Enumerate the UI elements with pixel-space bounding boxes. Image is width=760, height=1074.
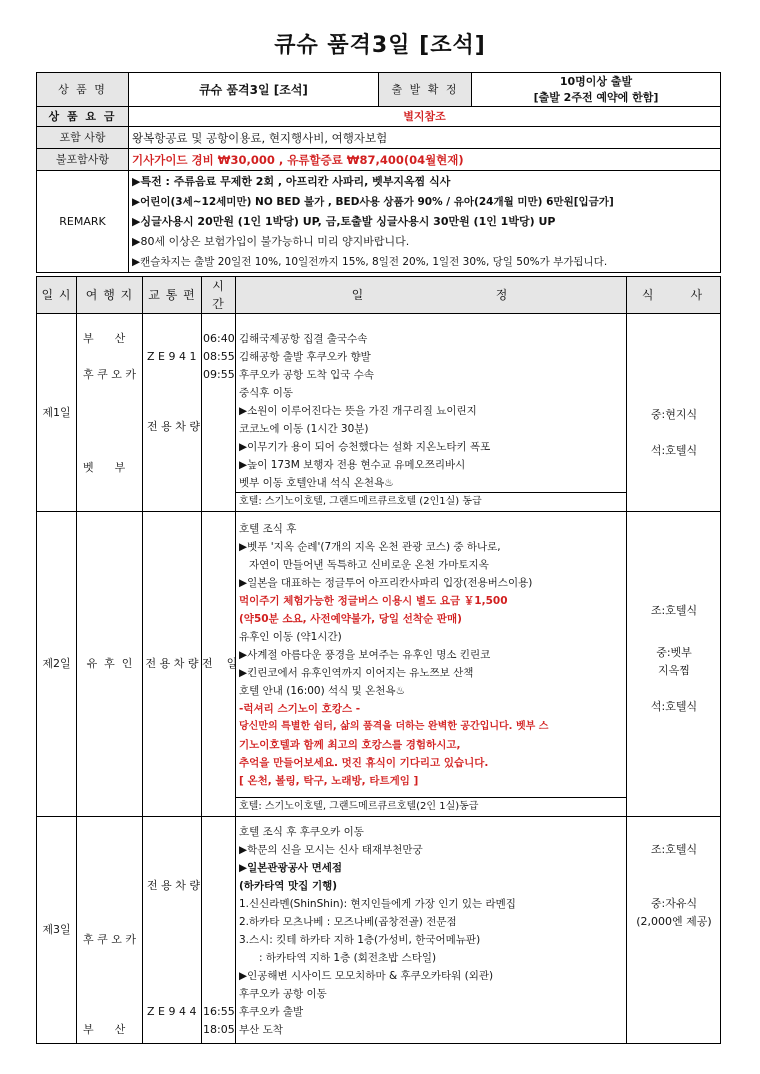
- schedule-line: 2.하카타 모츠나베 : 모즈나베(곱창전골) 전문점: [239, 916, 457, 928]
- meal: 중:현지식: [650, 408, 698, 421]
- schedule-line: ▶높이 173M 보행자 전용 현수교 유메오쯔리바시: [239, 459, 466, 471]
- remark-item: ▶캔슬차지는 출발 20일전 10%, 10일전까지 15%, 8일전 20%, 1일전 30%, 당일 50%가 부가됩니다.: [132, 255, 608, 268]
- include-value: 왕복항공료 및 공항이용료, 현지행사비, 여행자보험: [129, 127, 721, 149]
- time-cell: [202, 314, 236, 512]
- remark-item: ▶80세 이상은 보험가입이 불가능하니 미리 양지바랍니다.: [132, 234, 410, 248]
- schedule-line: (약50분 소요, 사전예약불가, 당일 선착순 판매): [239, 613, 462, 625]
- schedule-line: 후쿠오카 공항 도착 입국 수속: [239, 369, 375, 381]
- schedule-cell: [236, 512, 627, 817]
- meal: 조:호텔식: [650, 843, 698, 856]
- page-title: 큐슈 품격3일 [조석]: [274, 33, 486, 58]
- meal: 지옥찜: [658, 664, 690, 677]
- schedule-line: ▶사계절 아름다운 풍경을 보여주는 유후인 명소 킨린코: [239, 649, 491, 661]
- exclude-value: 기사가이드 경비 ₩30,000 , 유류할증료 ₩87,400(04월현재): [129, 149, 721, 171]
- header-date: 일 시: [37, 277, 77, 314]
- time: 09:55: [203, 368, 235, 381]
- meal: 조:호텔식: [650, 604, 698, 617]
- header-time: 시 간: [202, 277, 236, 314]
- schedule-line: 김해국제공항 집결 출국수속: [239, 333, 368, 345]
- hotel-line: 호텔: 스기노이호텔, 그랜드메르큐르호텔(2인 1실)동급: [236, 797, 626, 816]
- hotel-line: 호텔: 스기노이호텔, 그랜드메르큐르호텔 (2인1실) 동급: [236, 492, 626, 511]
- schedule-line: 호텔 조식 후: [239, 523, 297, 535]
- schedule-line: ▶킨린코에서 유후인역까지 이어지는 유노쯔보 산책: [239, 667, 474, 679]
- schedule-line: ▶일본을 대표하는 정글투어 아프리칸사파리 입장(전용버스이용): [239, 577, 533, 589]
- schedule-line: 후쿠오카 공항 이동: [239, 988, 327, 1000]
- meal-cell: [627, 817, 721, 1044]
- transport: Z E 9 4 4: [147, 1005, 197, 1018]
- schedule-line: ▶일본관광공사 면세점: [239, 862, 343, 874]
- header-place: 여 행 지: [77, 277, 143, 314]
- schedule-line: 후쿠오카 출발: [239, 1006, 304, 1018]
- transport-cell: [143, 817, 202, 1044]
- day-row: [37, 314, 721, 512]
- price-label: 상 품 요 금: [37, 107, 129, 127]
- remark-item: ▶어린이(3세~12세미만) NO BED 불가 , BED사용 상품가 90% / 유아(24개월 미만) 6만원[입금가]: [132, 195, 614, 208]
- departure-value-line1: 10명이상 출발: [559, 74, 633, 88]
- transport-cell: [143, 314, 202, 512]
- time-cell: [202, 817, 236, 1044]
- schedule-cell: [236, 817, 627, 1044]
- exclude-label: 불포함사항: [37, 149, 129, 171]
- schedule-line: 자연이 만들어낸 독특하고 신비로운 온천 가마토지옥: [239, 559, 489, 571]
- departure-label: 출 발 확 정: [379, 73, 472, 107]
- schedule-line: 기노이호텔과 함께 최고의 호캉스를 경험하시고,: [239, 739, 461, 751]
- meal: 중:벳부: [656, 646, 692, 659]
- place: 벳 부: [83, 461, 126, 474]
- place: 부 산: [83, 1023, 126, 1036]
- meal: 중:자유식: [650, 897, 698, 910]
- departure-value: [472, 73, 721, 107]
- day-row: [37, 817, 721, 1044]
- schedule-line: 추억을 만들어보세요. 멋진 휴식이 기다리고 있습니다.: [239, 757, 489, 769]
- itinerary-table: [36, 276, 721, 1044]
- meal: (2,000엔 제공): [636, 915, 712, 928]
- schedule-line: 김해공항 출발 후쿠오카 향발: [239, 351, 371, 363]
- meal: 석:호텔식: [650, 444, 698, 457]
- product-label: 상 품 명: [37, 73, 129, 107]
- day-label: 제1일: [37, 314, 77, 512]
- schedule-line: ▶소원이 이루어진다는 뜻을 가진 개구리질 뇨이린지: [239, 405, 477, 417]
- meal-cell: [627, 512, 721, 817]
- schedule-line: ▶이무기가 용이 되어 승천했다는 설화 지온노타키 폭포: [239, 441, 491, 453]
- price-value: 별지참조: [129, 107, 721, 127]
- time: 06:40: [203, 332, 235, 345]
- schedule-line: 부산 도착: [239, 1024, 283, 1036]
- place-cell: [77, 314, 143, 512]
- schedule-line: ▶학문의 신을 모시는 신사 태재부천만궁: [239, 844, 423, 856]
- schedule-line: 1.신신라멘(ShinShin): 현지인들에게 가장 인기 있는 라멘집: [239, 898, 516, 910]
- schedule-line: (하카타역 맛집 기행): [239, 880, 338, 892]
- header-schedule: 일 정: [236, 277, 627, 314]
- transport: 전 용 차 량: [147, 420, 200, 433]
- schedule-line: : 하카타역 지하 1층 (회전초밥 스타일): [239, 952, 437, 964]
- remark-item: ▶특전 : 주류음료 무제한 2회 , 아프리칸 사파리, 벳부지옥찜 식사: [132, 174, 451, 188]
- day-row: [37, 512, 721, 817]
- place: 부 산: [83, 332, 126, 345]
- remark-label: REMARK: [37, 171, 129, 273]
- header-transport: 교 통 편: [143, 277, 202, 314]
- schedule-line: 당신만의 특별한 쉼터, 삶의 품격을 더하는 완벽한 공간입니다. 벳부 스: [239, 721, 549, 732]
- schedule-line: 먹이주기 체험가능한 정글버스 이용시 별도 요금 ￥1,500: [239, 595, 508, 607]
- schedule-line: ▶인공해변 시사이드 모모치하마 & 후쿠오카타워 (외관): [239, 970, 494, 982]
- meal-cell: [627, 314, 721, 512]
- schedule-line: 유후인 이동 (약1시간): [239, 631, 342, 643]
- schedule-line: 코코노에 이동 (1시간 30분): [239, 423, 369, 435]
- time: 전 일: [202, 512, 236, 817]
- schedule-line: 호텔 안내 (16:00) 석식 및 온천욕♨: [239, 685, 405, 697]
- schedule-line: ▶벳푸 '지옥 순례'(7개의 지옥 온천 관광 코스) 중 하나로,: [239, 541, 501, 553]
- day-label: 제2일: [37, 512, 77, 817]
- time: 16:55: [203, 1005, 235, 1018]
- info-table: [36, 72, 721, 273]
- remark-list: [129, 171, 721, 273]
- schedule-line: 벳부 이동 호텔안내 석식 온천욕♨: [239, 477, 394, 489]
- schedule-line: -럭셔리 스기노이 호캉스 -: [239, 703, 361, 715]
- schedule-line: 중식후 이동: [239, 387, 294, 399]
- place: 유 후 인: [77, 512, 143, 817]
- schedule-line: 호텔 조식 후 후쿠오카 이동: [239, 826, 364, 838]
- place: 후 쿠 오 카: [83, 368, 136, 381]
- place-cell: [77, 817, 143, 1044]
- schedule-cell: [236, 314, 627, 512]
- place: 후 쿠 오 카: [83, 933, 136, 946]
- time: 18:05: [203, 1023, 235, 1036]
- departure-value-line2: [출발 2주전 예약에 한함]: [533, 90, 659, 104]
- transport: Z E 9 4 1: [147, 350, 197, 363]
- include-label: 포함 사항: [37, 127, 129, 149]
- product-name: 큐슈 품격3일 [조석]: [129, 73, 379, 107]
- meal: 석:호텔식: [650, 700, 698, 713]
- schedule-line: [ 온천, 볼링, 탁구, 노래방, 타트게임 ]: [239, 775, 419, 787]
- header-meal: 식 사: [627, 277, 721, 314]
- schedule-line: 3.스시: 킷테 하카타 지하 1층(가성비, 한국어메뉴판): [239, 934, 481, 946]
- day-label: 제3일: [37, 817, 77, 1044]
- transport: 전 용 차 량: [147, 879, 200, 892]
- transport: 전 용 차 량: [143, 512, 202, 817]
- remark-item: ▶싱글사용시 20만원 (1인 1박당) UP, 금,토출발 싱글사용시 30만원 (1인 1박당) UP: [132, 214, 556, 228]
- time: 08:55: [203, 350, 235, 363]
